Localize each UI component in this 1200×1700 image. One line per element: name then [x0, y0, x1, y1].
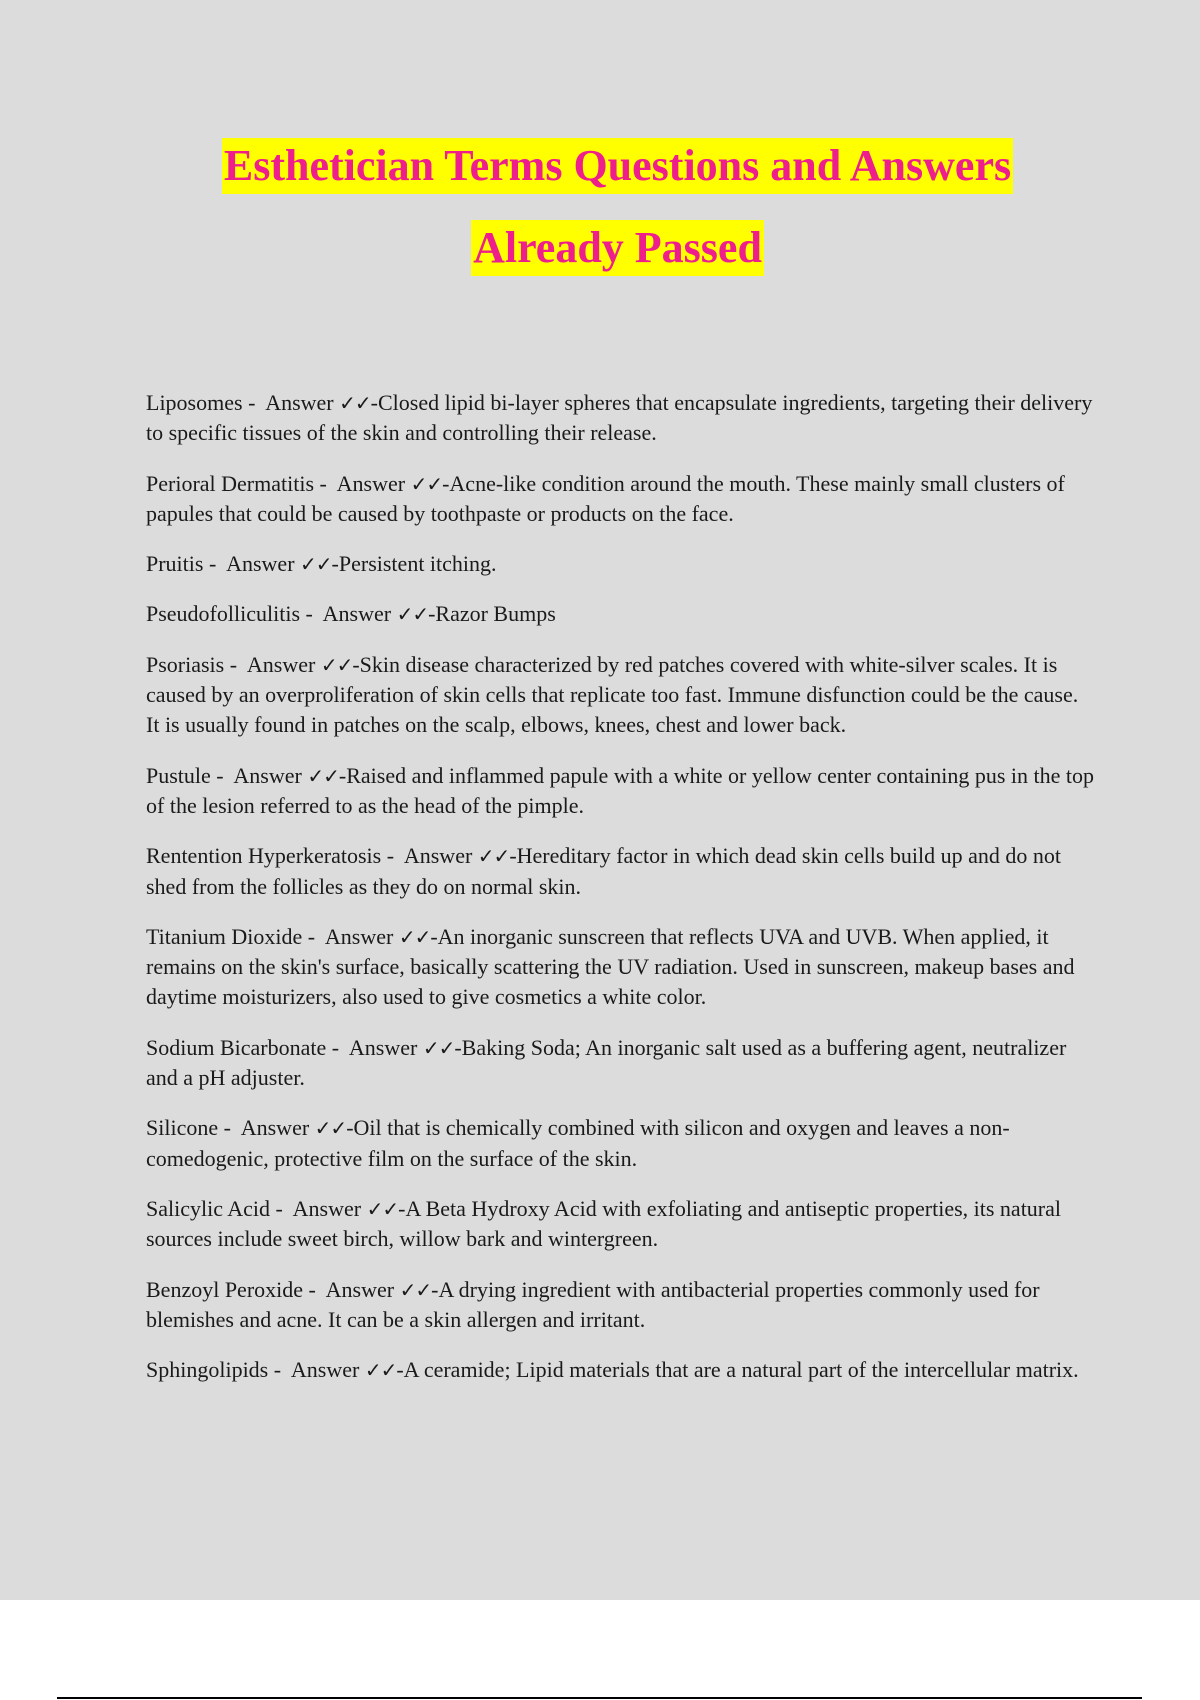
qa-term: Sphingolipids: [146, 1357, 269, 1383]
qa-item: Benzoyl Peroxide - Answer ✓✓-A drying ingredient with antibacterial properties commonly used for blemishes and acne. It can be a skin allergen and irritant.: [146, 1276, 1040, 1332]
double-check-icon: ✓✓: [366, 1196, 399, 1221]
qa-definition: Acne-like condition around the mouth. These mainly small clusters of papules that could be caused by toothpaste or products on the face.: [146, 470, 1065, 526]
qa-item: Pruitis - Answer ✓✓-Persistent itching.: [146, 551, 497, 577]
qa-term: Benzoyl Peroxide: [146, 1276, 304, 1302]
qa-item: Rentention Hyperkeratosis - Answer ✓✓-Hereditary factor in which dead skin cells build up and do not shed from the follicles as they do on normal skin.: [146, 843, 1061, 899]
qa-term: Pruitis: [146, 551, 204, 577]
double-check-icon: ✓✓: [396, 602, 429, 627]
answer-label: Answer: [290, 1357, 360, 1383]
qa-item: Pustule - Answer ✓✓-Raised and inflammed papule with a white or yellow center containing pus in the top of the lesion referred to as the head of the pimple.: [146, 762, 1095, 818]
qa-definition: A drying ingredient with antibacterial properties commonly used for blemishes and acne. It can be a skin allergen and irritant.: [146, 1276, 1040, 1332]
footer-divider: [57, 1697, 1142, 1699]
qa-definition: Oil that is chemically combined with silicon and oxygen and leaves a non-comedogenic, protective film on the surface of the skin.: [146, 1115, 1010, 1171]
qa-separator: -: [210, 762, 234, 788]
double-check-icon: ✓✓: [314, 1116, 347, 1141]
answer-label: Answer: [403, 843, 473, 869]
qa-separator: -: [381, 843, 404, 869]
double-check-icon: ✓✓: [339, 391, 371, 415]
qa-definition: Raised and inflammed papule with a white or yellow center containing pus in the top of the lesion referred to as the head of the pimple.: [146, 762, 1095, 818]
qa-term: Pustule: [146, 762, 211, 788]
qa-item: Pseudofolliculitis - Answer ✓✓-Razor Bumps: [146, 601, 556, 627]
qa-term: Titanium Dioxide: [146, 923, 303, 949]
qa-definition: A Beta Hydroxy Acid with exfoliating and antiseptic properties, its natural sources include sweet birch, willow bark and wintergreen.: [146, 1195, 1062, 1252]
qa-item: Psoriasis - Answer ✓✓-Skin disease characterized by red patches covered with white-silver scales. It is caused by an overproliferation of skin cells that replicate too fast. Immune disfunction could be the cause. It is usually found in patches on the scalp, elbows, knees, chest and lower back.: [146, 651, 1079, 738]
qa-item: Salicylic Acid - Answer ✓✓-A Beta Hydroxy Acid with exfoliating and antiseptic properties, its natural sources include sweet birch, willow bark and wintergreen.: [146, 1195, 1062, 1252]
answer-label: Answer: [325, 1276, 395, 1302]
double-check-icon: ✓✓: [320, 652, 353, 677]
qa-definition: Closed lipid bi-layer spheres that encapsulate ingredients, targeting their delivery to specific tissues of the skin and controlling their release.: [146, 390, 1093, 446]
qa-item: Silicone - Answer ✓✓-Oil that is chemically combined with silicon and oxygen and leaves a non-comedogenic, protective film on the surface of the skin.: [146, 1115, 1010, 1171]
answer-label: Answer: [336, 470, 406, 496]
qa-separator: -: [303, 1276, 326, 1302]
answer-label: Answer: [226, 551, 295, 577]
qa-separator: -: [300, 601, 323, 627]
double-check-icon: ✓✓: [422, 1035, 455, 1060]
qa-term: Sodium Bicarbonate: [146, 1034, 327, 1060]
answer-label: Answer: [322, 601, 392, 627]
answer-label: Answer: [246, 651, 316, 677]
qa-separator: -: [302, 923, 325, 949]
qa-definition: Hereditary factor in which dead skin cells build up and do not shed from the follicles as they do on normal skin.: [146, 843, 1061, 899]
answer-label: Answer: [348, 1034, 418, 1060]
qa-separator: -: [268, 1357, 291, 1383]
qa-separator: -: [224, 651, 247, 677]
qa-separator: -: [242, 390, 266, 415]
qa-definition: Skin disease characterized by red patches covered with white-silver scales. It is caused by an overproliferation of skin cells that replicate too fast. Immune disfunction could be the cause. It is usually found in patches on the scalp, elbows, knees, chest and lower back.: [146, 651, 1079, 738]
qa-separator: -: [326, 1034, 349, 1060]
qa-term: Liposomes: [146, 390, 243, 415]
page-title: [0, 138, 1200, 276]
title-line-1: Esthetician Terms Questions and Answers: [222, 138, 1013, 194]
double-check-icon: ✓✓: [410, 471, 443, 496]
answer-label: Answer: [292, 1195, 362, 1221]
qa-item: Liposomes - Answer ✓✓-Closed lipid bi-layer spheres that encapsulate ingredients, targeting their delivery to specific tissues of the skin and controlling their release.: [146, 390, 1093, 446]
double-check-icon: ✓✓: [398, 924, 431, 949]
double-check-icon: ✓✓: [300, 552, 332, 577]
qa-definition: Persistent itching.: [338, 551, 497, 577]
qa-term: Rentention Hyperkeratosis: [146, 843, 382, 869]
answer-label: Answer: [265, 390, 334, 415]
qa-item: Perioral Dermatitis - Answer ✓✓-Acne-like condition around the mouth. These mainly small clusters of papules that could be caused by toothpaste or products on the face.: [146, 470, 1065, 526]
qa-item: Sodium Bicarbonate - Answer ✓✓-Baking Soda; An inorganic salt used as a buffering agent, neutralizer and a pH adjuster.: [146, 1034, 1067, 1091]
answer-label: Answer: [240, 1115, 310, 1141]
qa-definition: A ceramide; Lipid materials that are a natural part of the intercellular matrix.: [403, 1357, 1079, 1383]
qa-item: Titanium Dioxide - Answer ✓✓-An inorganic sunscreen that reflects UVA and UVB. When applied, it remains on the skin's surface, basically scattering the UV radiation. Used in sunscreen, makeup bases and daytime moisturizers, also used to give cosmetics a white color.: [146, 923, 1075, 1010]
qa-separator: -: [314, 470, 337, 496]
answer-label: Answer: [324, 923, 394, 949]
qa-term: Perioral Dermatitis: [146, 470, 315, 496]
double-check-icon: ✓✓: [307, 763, 339, 788]
qa-definition: Baking Soda; An inorganic salt used as a buffering agent, neutralizer and a pH adjuster.: [146, 1034, 1067, 1091]
qa-term: Pseudofolliculitis: [146, 601, 300, 627]
double-check-icon: ✓✓: [364, 1358, 397, 1383]
qa-item: Sphingolipids - Answer ✓✓-A ceramide; Lipid materials that are a natural part of the intercellular matrix.: [146, 1357, 1079, 1383]
title-line-2: Already Passed: [471, 220, 764, 276]
double-check-icon: ✓✓: [477, 844, 510, 869]
qa-list: [146, 388, 1096, 1405]
qa-separator: -: [270, 1195, 293, 1221]
double-check-icon: ✓✓: [399, 1277, 432, 1302]
qa-term: Silicone: [146, 1115, 219, 1141]
qa-separator: -: [203, 551, 227, 577]
answer-label: Answer: [233, 762, 302, 788]
qa-definition: An inorganic sunscreen that reflects UVA and UVB. When applied, it remains on the skin's surface, basically scattering the UV radiation. Used in sunscreen, makeup bases and daytime moisturizers, also used to give cosmetics a white color.: [146, 923, 1075, 1010]
qa-term: Psoriasis: [146, 651, 225, 677]
qa-definition: Razor Bumps: [435, 601, 556, 627]
qa-term: Salicylic Acid: [146, 1195, 271, 1221]
qa-separator: -: [218, 1115, 241, 1141]
